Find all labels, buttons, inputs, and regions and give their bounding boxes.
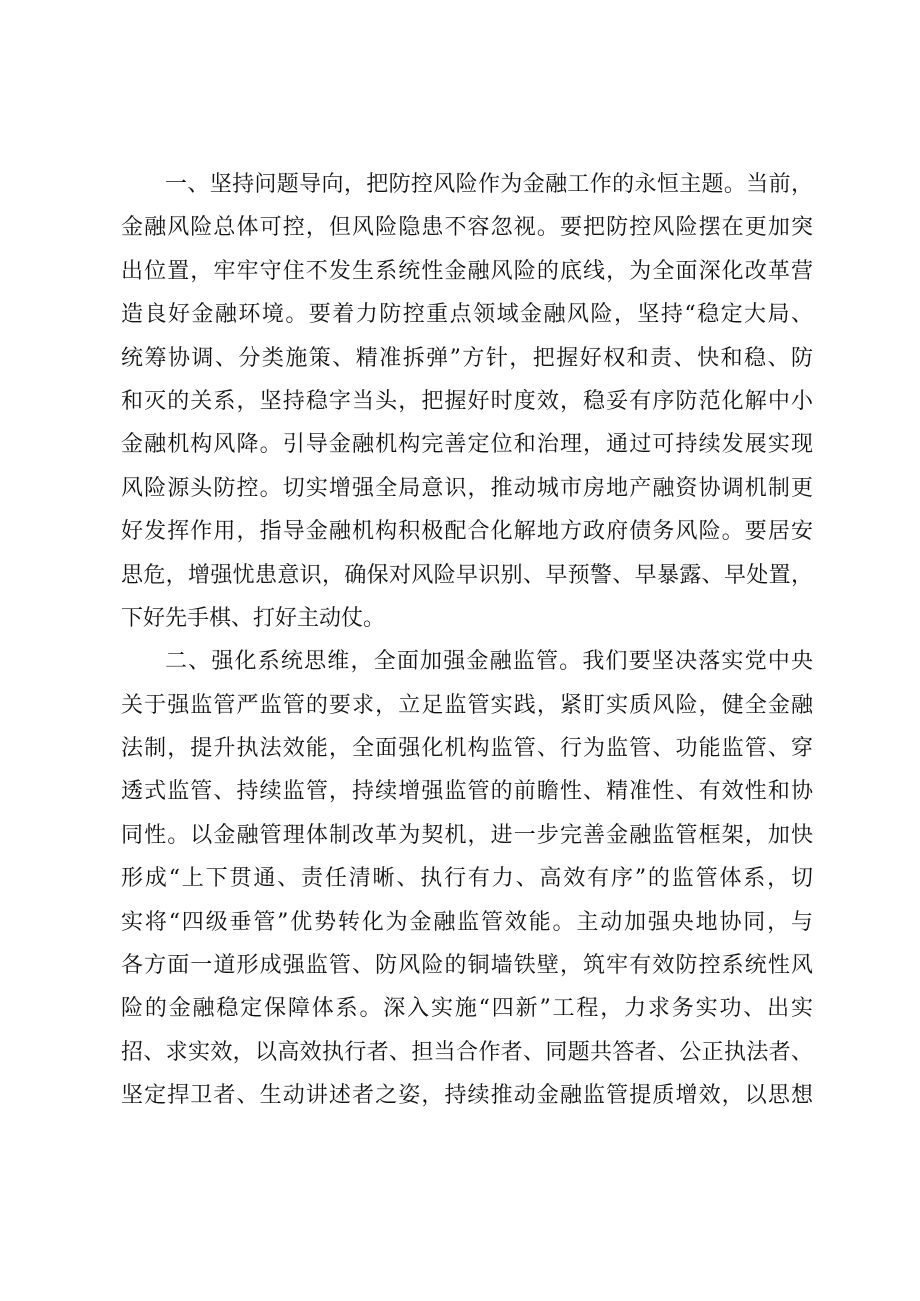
paragraph-line: 金融机构风降。引导金融机构完善定位和治理，通过可持续发展实现	[121, 432, 813, 458]
document-body	[121, 163, 813, 1118]
paragraph-risk-prevention	[121, 163, 813, 640]
paragraph-line: 形成“上下贯通、责任清晰、执行有力、高效有序”的监管体系，切	[121, 866, 813, 892]
paragraph-line: 下好先手棋、打好主动仗。	[121, 605, 386, 631]
paragraph-line: 风险源头防控。切实增强全局意识，推动城市房地产融资协调机制更	[121, 475, 813, 501]
paragraph-line: 实将“四级垂管”优势转化为金融监管效能。主动加强央地协同，与	[121, 909, 813, 935]
paragraph-line: 造良好金融环境。要着力防控重点领域金融风险，坚持“稳定大局、	[121, 302, 813, 328]
paragraph-line: 同性。以金融管理体制改革为契机，进一步完善金融监管框架，加快	[121, 822, 813, 848]
paragraph-line: 金融风险总体可控，但风险隐患不容忽视。要把防控风险摆在更加突	[121, 215, 813, 241]
paragraph-line: 好发挥作用，指导金融机构积极配合化解地方政府债务风险。要居安	[121, 519, 813, 545]
paragraph-line: 各方面一道形成强监管、防风险的铜墙铁壁，筑牢有效防控系统性风	[121, 953, 813, 979]
paragraph-line: 思危，增强忧患意识，确保对风险早识别、早预警、早暴露、早处置，	[121, 562, 813, 588]
paragraph-line: 险的金融稳定保障体系。深入实施“四新”工程，力求务实功、出实	[121, 996, 813, 1022]
paragraph-line: 出位置，牢牢守住不发生系统性金融风险的底线，为全面深化改革营	[121, 258, 813, 284]
paragraph-line: 二、强化系统思维，全面加强金融监管。我们要坚决落实党中央	[165, 649, 813, 675]
paragraph-line: 关于强监管严监管的要求，立足监管实践，紧盯实质风险，健全金融	[121, 692, 813, 718]
paragraph-line: 招、求实效，以高效执行者、担当合作者、同题共答者、公正执法者、	[121, 1039, 813, 1065]
paragraph-line: 一、坚持问题导向，把防控风险作为金融工作的永恒主题。当前，	[165, 172, 813, 197]
paragraph-line: 法制，提升执法效能，全面强化机构监管、行为监管、功能监管、穿	[121, 736, 813, 762]
paragraph-line: 坚定捍卫者、生动讲述者之姿，持续推动金融监管提质增效，以思想	[121, 1083, 813, 1109]
paragraph-line: 统筹协调、分类施策、精准拆弹”方针，把握好权和责、快和稳、防	[121, 345, 813, 371]
paragraph-financial-supervision	[121, 640, 813, 1117]
paragraph-line: 和灭的关系，坚持稳字当头，把握好时度效，稳妥有序防范化解中小	[121, 388, 813, 414]
paragraph-line: 透式监管、持续监管，持续增强监管的前瞻性、精准性、有效性和协	[121, 779, 813, 805]
